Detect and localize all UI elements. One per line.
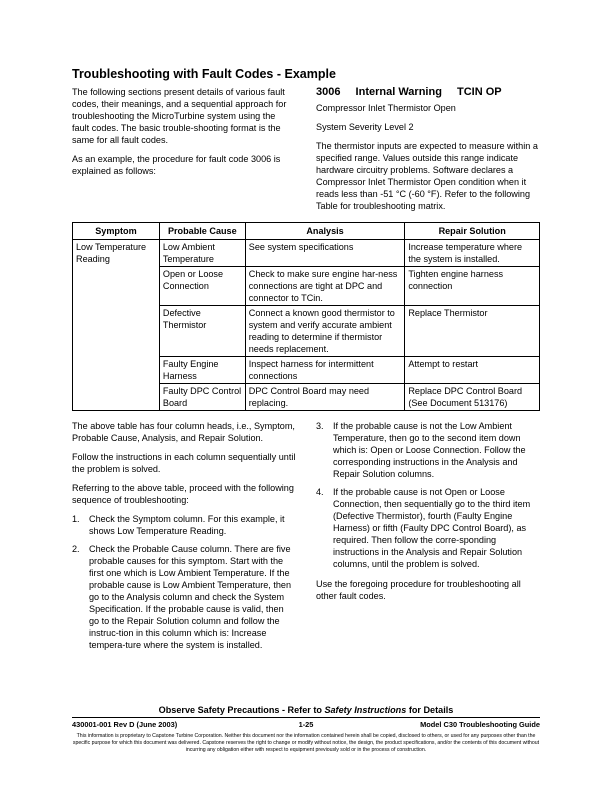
steps-list-part1 bbox=[72, 513, 296, 651]
safety-notice-suffix: for Details bbox=[406, 705, 454, 715]
page-number: 1-25 bbox=[298, 720, 314, 729]
cause-cell: Low Ambient Temperature bbox=[159, 240, 245, 267]
header-probable-cause: Probable Cause bbox=[159, 223, 245, 240]
step-number: 1. bbox=[72, 514, 80, 524]
cause-cell: Defective Thermistor bbox=[159, 306, 245, 357]
analysis-cell: Connect a known good thermistor to system and verify accurate ambient reading to determine if thermistor needs replacement. bbox=[245, 306, 405, 357]
analysis-cell: Check to make sure engine har-ness connections are tight at DPC and connector to TCin. bbox=[245, 267, 405, 306]
body-paragraph: Referring to the above table, proceed with the following sequence of troubleshooting: bbox=[72, 483, 294, 505]
solution-cell: Attempt to restart bbox=[405, 357, 540, 384]
list-item bbox=[72, 543, 296, 651]
closing-paragraph: Use the foregoing procedure for troubleshooting all other fault codes. bbox=[316, 579, 521, 601]
step-text: Check the Probable Cause column. There are five probable causes for this symptom. Start with the first one which is Low Ambient Temperature. If the probable cause is Low Ambient Temperature, then go to the Analysis column and check the System Specification. If the probable cause is valid, then go to the Repair Solution column and follow the instruc-tion in this column which is: Increase tempera-ture where the system is installed. bbox=[89, 544, 292, 650]
fault-code-type: Internal Warning bbox=[355, 86, 442, 98]
fault-code-section bbox=[316, 86, 542, 212]
solution-cell: Replace Thermistor bbox=[405, 306, 540, 357]
step-text: If the probable cause is not Open or Loose Connection, then sequentially go to the third item (Defective Thermistor), fourth (Faulty Engine Harness) or fifth (Faulty DPC Control Board), as required. Then follow the corre-sponding instructions in the Analysis and Repair Solution columns, until the problem is solved. bbox=[333, 487, 531, 569]
cause-cell: Faulty Engine Harness bbox=[159, 357, 245, 384]
analysis-cell: DPC Control Board may need replacing. bbox=[245, 384, 405, 411]
fault-description: Compressor Inlet Thermistor Open bbox=[316, 103, 456, 113]
steps-list-part2 bbox=[316, 420, 542, 570]
safety-notice bbox=[0, 705, 612, 715]
list-item bbox=[72, 513, 296, 537]
troubleshooting-table bbox=[72, 222, 540, 411]
safety-notice-prefix: Observe Safety Precautions - Refer to bbox=[158, 705, 325, 715]
guide-title: Model C30 Troubleshooting Guide bbox=[420, 720, 540, 729]
step-number: 3. bbox=[316, 421, 324, 431]
cause-cell: Faulty DPC Control Board bbox=[159, 384, 245, 411]
header-repair-solution: Repair Solution bbox=[405, 223, 540, 240]
fault-code-name: TCIN OP bbox=[456, 86, 502, 98]
list-item bbox=[316, 486, 542, 570]
document-id: 430001-001 Rev D (June 2003) bbox=[72, 720, 178, 729]
header-analysis: Analysis bbox=[245, 223, 405, 240]
header-symptom: Symptom bbox=[73, 223, 160, 240]
step-text: If the probable cause is not the Low Ambient Temperature, then go to the second item down which is: Open or Loose Connection. Follow the corresponding instructions in the Analysis and Repair Solution columns. bbox=[333, 421, 526, 479]
fault-details: The thermistor inputs are expected to measure within a specified range. Values outside this range indicate hardware circuitry problems. Software declares a Compressor Inlet Thermistor Open condition when it reads less than -51 °C (-60 °F). Refer to the following Table for troubleshooting matrix. bbox=[316, 141, 538, 211]
instructions-left-column bbox=[72, 420, 296, 657]
step-number: 2. bbox=[72, 544, 80, 554]
step-text: Check the Symptom column. For this example, it shows Low Temperature Reading. bbox=[89, 514, 285, 536]
table-header-row bbox=[73, 223, 540, 240]
table-row bbox=[73, 240, 540, 267]
fault-code-number: 3006 bbox=[316, 86, 341, 98]
cause-cell: Open or Loose Connection bbox=[159, 267, 245, 306]
fault-severity: System Severity Level 2 bbox=[316, 122, 414, 132]
body-paragraph: The above table has four column heads, i.e., Symptom, Probable Cause, Analysis, and Repair Solution. bbox=[72, 421, 295, 443]
intro-section bbox=[72, 86, 294, 177]
analysis-cell: Inspect harness for intermittent connections bbox=[245, 357, 405, 384]
step-number: 4. bbox=[316, 487, 324, 497]
list-item bbox=[316, 420, 542, 480]
safety-instructions-reference: Safety Instructions bbox=[324, 705, 407, 715]
solution-cell: Replace DPC Control Board (See Document 513176) bbox=[405, 384, 540, 411]
body-paragraph: Follow the instructions in each column sequentially until the problem is solved. bbox=[72, 452, 296, 474]
solution-cell: Tighten engine harness connection bbox=[405, 267, 540, 306]
intro-paragraph: The following sections present details of various fault codes, their meanings, and a sequential approach for troubleshooting the MicroTurbine system using the fault codes. The basic trouble-shooting format is the same for all fault codes. bbox=[72, 87, 287, 145]
instructions-right-column bbox=[316, 420, 542, 602]
proprietary-disclaimer: This information is proprietary to Capstone Turbine Corporation. Neither this document nor the information contained herein shall be copied, disclosed to others, or used for any purposes other than the specific purpose for which this document was delivered. Capstone reserves the right to change or modify without notice, the design, the product specifications, and/or the contents of this document without incurring any obligation either with respect to equipment previously sold or in the process of construction. bbox=[72, 733, 540, 753]
intro-paragraph: As an example, the procedure for fault code 3006 is explained as follows: bbox=[72, 154, 281, 176]
fault-code-heading bbox=[316, 86, 542, 98]
symptom-cell: Low Temperature Reading bbox=[73, 240, 160, 411]
analysis-cell: See system specifications bbox=[245, 240, 405, 267]
page-title: Troubleshooting with Fault Codes - Example bbox=[72, 67, 336, 81]
solution-cell: Increase temperature where the system is installed. bbox=[405, 240, 540, 267]
footer-divider bbox=[72, 717, 540, 718]
